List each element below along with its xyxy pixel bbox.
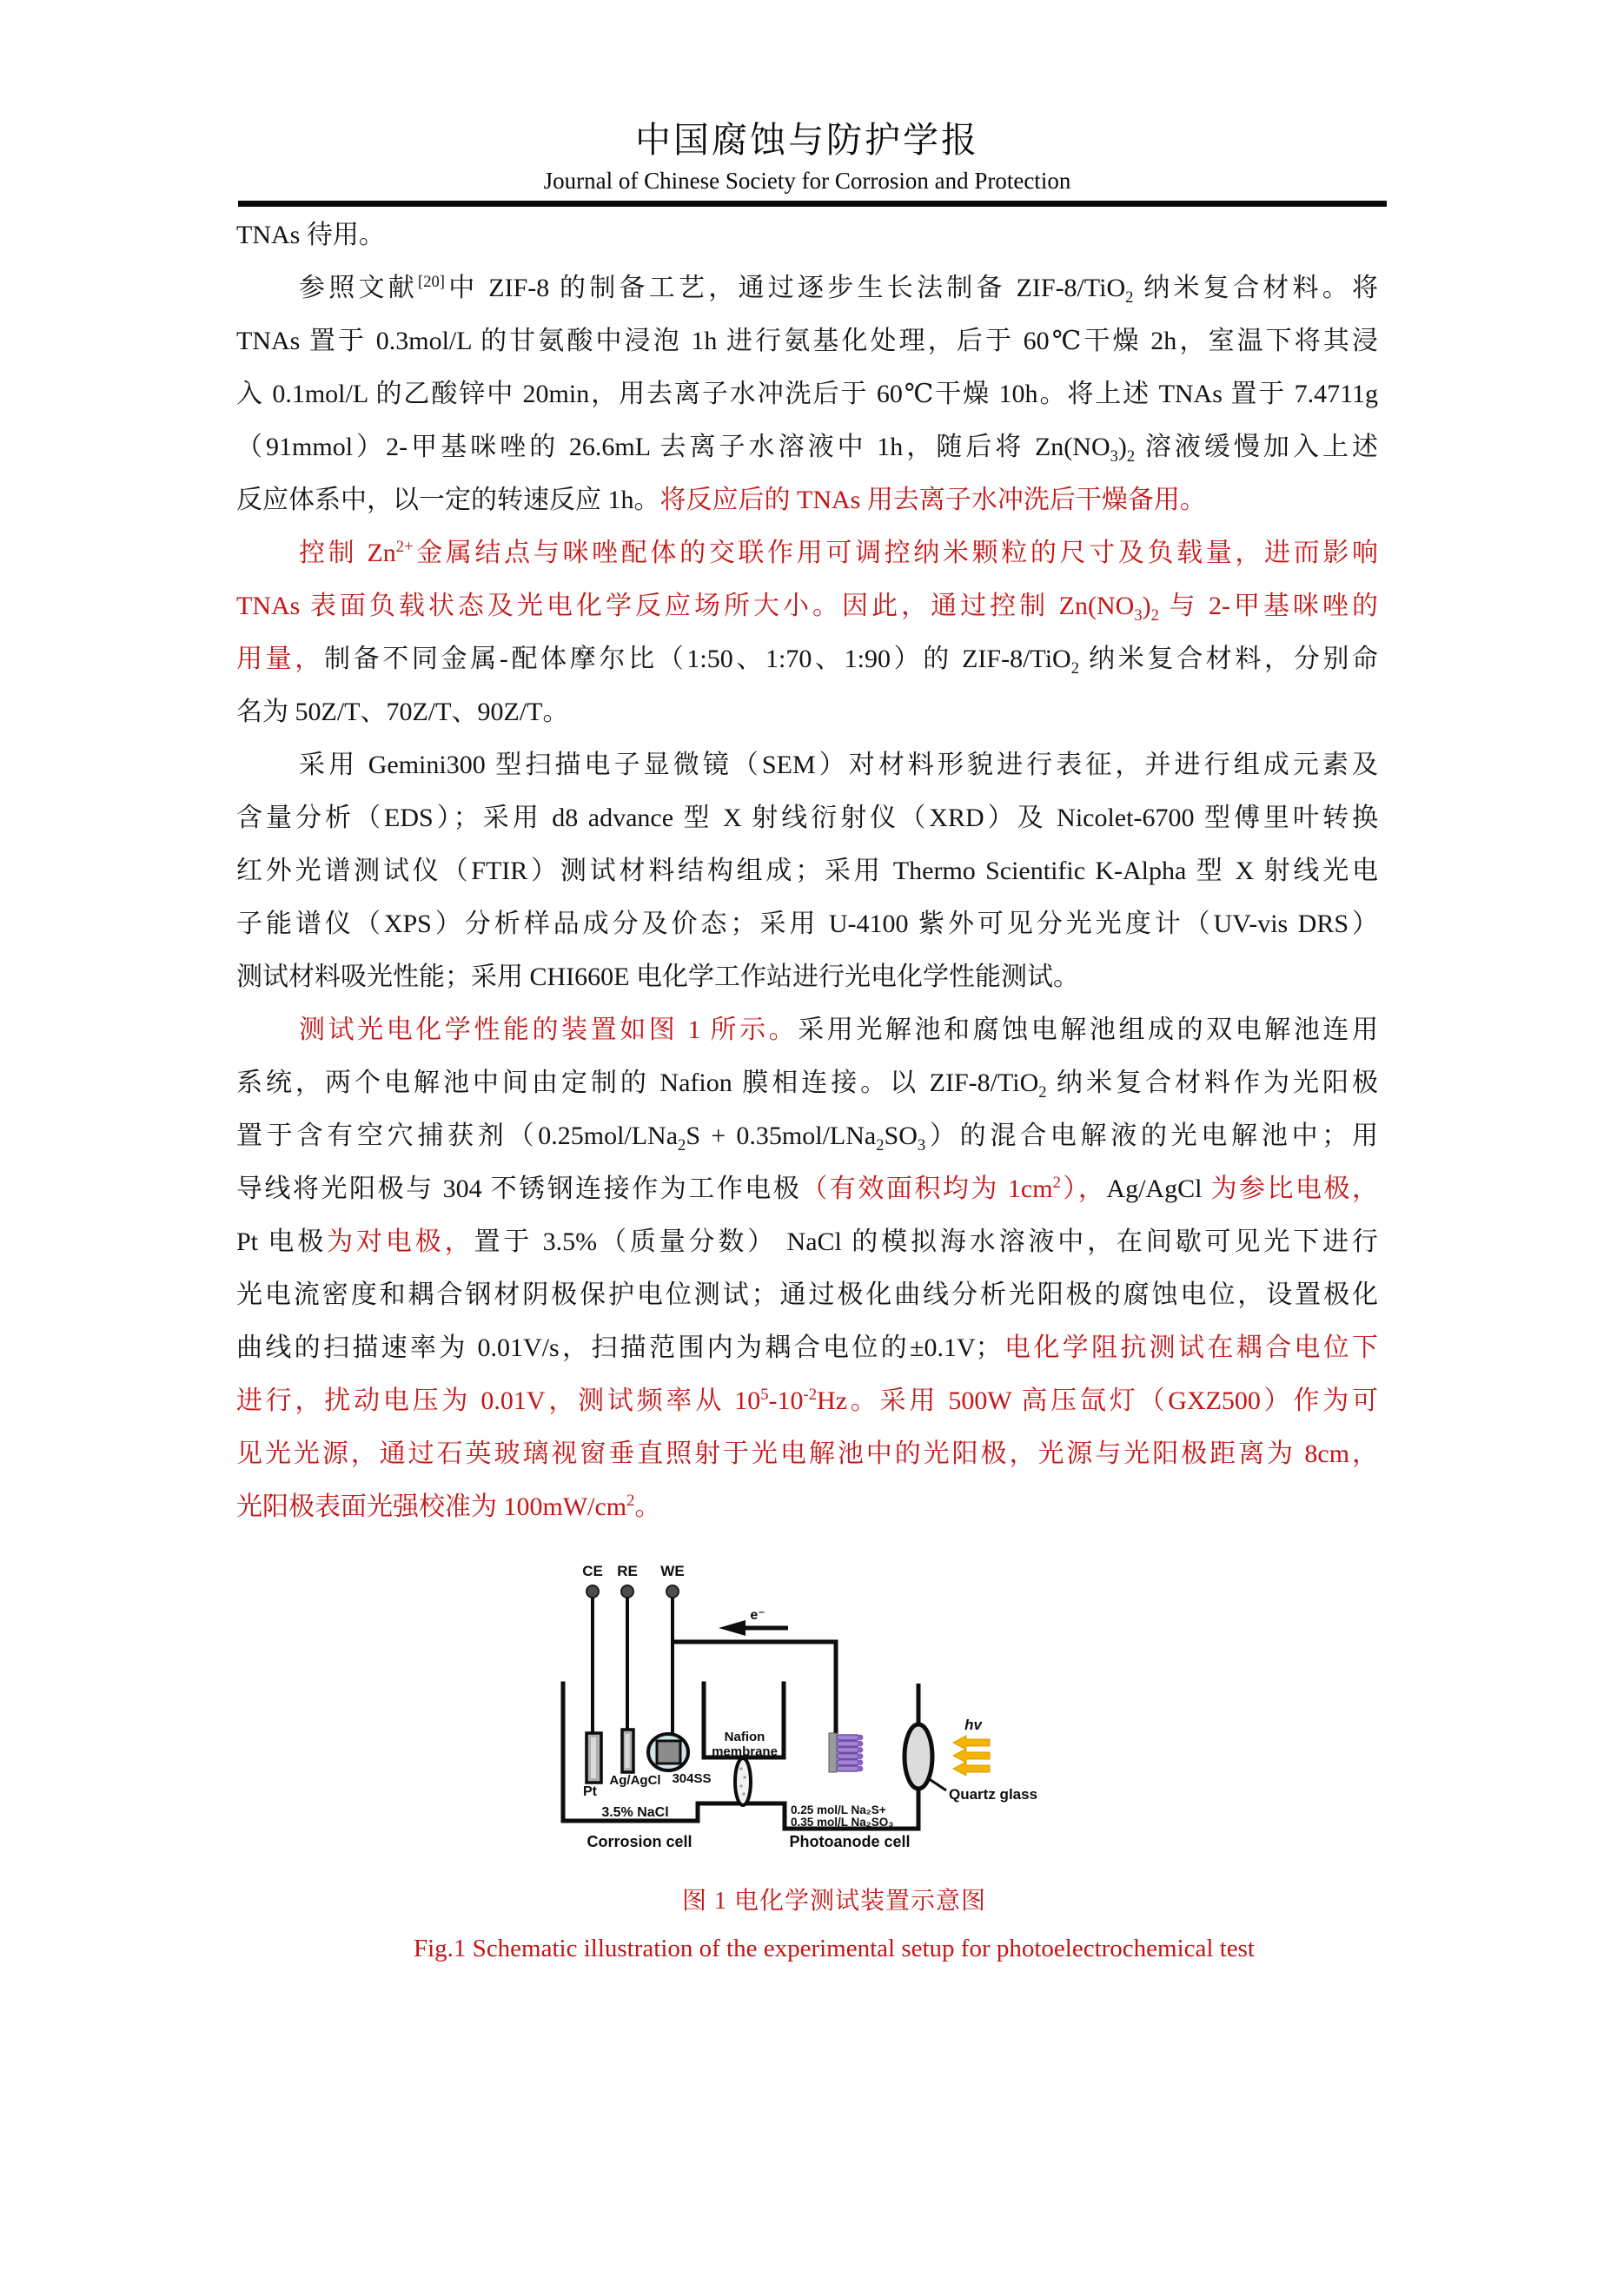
body-line bbox=[236, 1427, 1378, 1480]
body-text-segment: Pt 电极 bbox=[236, 1227, 328, 1256]
body-line bbox=[236, 950, 1378, 1003]
steel-label: 304SS bbox=[672, 1771, 712, 1786]
membrane-speckle bbox=[739, 1767, 742, 1770]
body-line bbox=[236, 791, 1378, 844]
body-line bbox=[236, 526, 1378, 579]
electron-arrow-head bbox=[719, 1620, 746, 1636]
quartz-pointer-line bbox=[928, 1778, 946, 1790]
body-text-segment: 入 0.1mol/L 的乙酸锌中 20min，用去离子水冲洗后于 60℃干燥 10h。将上述 TNAs 置于 7.4711g bbox=[236, 380, 1378, 408]
body-text-segment: 控制 Zn bbox=[299, 539, 396, 567]
body-line bbox=[236, 1374, 1378, 1427]
body-text-segment: 。 bbox=[634, 1492, 661, 1521]
body-line bbox=[236, 367, 1378, 420]
membrane-speckle bbox=[743, 1776, 746, 1778]
body-text-segment: 2 bbox=[1070, 659, 1079, 678]
body-line bbox=[236, 1321, 1378, 1374]
body-line bbox=[236, 1268, 1378, 1321]
body-text-segment: 3 bbox=[917, 1136, 926, 1155]
body-text-segment: 红外光谱测试仪（FTIR）测试材料结构组成；采用 Thermo Scientific K-Alpha 型 X 射线光电 bbox=[236, 857, 1378, 885]
photoanode-wire bbox=[673, 1642, 836, 1734]
body-text-segment: 2 bbox=[1150, 606, 1159, 625]
experimental-setup-diagram bbox=[487, 1542, 1112, 1863]
body-text-segment: （91mmol）2-甲基咪唑的 26.6mL 去离子水溶液中 1h，随后将 Zn(NO bbox=[236, 433, 1110, 461]
photo-solution-label-line1: 0.25 mol/L Na₂S+ bbox=[791, 1803, 886, 1816]
membrane-label-line1: Nafion bbox=[724, 1730, 765, 1744]
body-text-segment: TNAs 置于 0.3mol/L 的甘氨酸中浸泡 1h 进行氨基化处理，后于 60℃干燥 2h，室温下将其浸 bbox=[236, 327, 1378, 355]
body-text-segment: 溶液缓慢加入上述 bbox=[1135, 433, 1379, 461]
body-text-segment: 用量， bbox=[236, 645, 324, 673]
body-text-segment: 导线将光阳极与 304 不锈钢连接作为工作电极 bbox=[236, 1174, 802, 1203]
pt-label: Pt bbox=[583, 1784, 597, 1799]
body-text-segment: 2 bbox=[1125, 288, 1134, 307]
photoanode-cell-label: Photoanode cell bbox=[789, 1833, 911, 1850]
body-text-segment: 进行，扰动电压为 0.01V，测试频率从 10 bbox=[236, 1386, 761, 1415]
re-terminal-label: RE bbox=[617, 1563, 638, 1579]
body-text-segment: 2 bbox=[876, 1136, 885, 1155]
header-rule bbox=[238, 201, 1387, 207]
we-terminal-label: WE bbox=[660, 1563, 685, 1579]
membrane-speckle bbox=[742, 1792, 745, 1795]
membrane-label-line2: membrane bbox=[712, 1744, 778, 1759]
body-text-segment: Hz。采用 500W 高压氙灯（GXZ500）作为可 bbox=[817, 1386, 1378, 1415]
body-line bbox=[236, 1056, 1378, 1109]
body-line bbox=[236, 685, 1378, 738]
body-text-segment: 中 ZIF-8 的制备工艺，通过逐步生长法制备 ZIF-8/TiO bbox=[445, 274, 1126, 302]
body-text-segment: 2+ bbox=[395, 538, 414, 556]
agagcl-electrode-highlight bbox=[626, 1734, 630, 1768]
body-text-segment: [20] bbox=[418, 273, 445, 291]
body-line bbox=[236, 208, 1378, 261]
body-text-segment: 子能谱仪（XPS）分析样品成分及价态；采用 U-4100 紫外可见分光光度计（UV-vis DRS） bbox=[236, 910, 1378, 938]
body-text-segment: 采用光解池和腐蚀电解池组成的双电解池连用 bbox=[798, 1016, 1379, 1044]
body-text-segment: TNAs 待用。 bbox=[236, 221, 385, 249]
body-text-segment: 系统，两个电解池中间由定制的 Nafion 膜相连接。以 ZIF-8/TiO bbox=[236, 1069, 1039, 1097]
body-line bbox=[236, 579, 1378, 632]
body-text-segment: 置于 3.5%（质量分数） NaCl 的模拟海水溶液中，在间歇可见光下进行 bbox=[474, 1227, 1378, 1256]
body-text-segment: 3 bbox=[1110, 447, 1118, 466]
body-line bbox=[236, 1003, 1378, 1056]
body-text-segment: 纳米复合材料，分别命 bbox=[1079, 645, 1379, 673]
nafion-membrane bbox=[735, 1758, 751, 1805]
ce-terminal-label: CE bbox=[582, 1563, 603, 1579]
body-text-segment: ）， bbox=[1060, 1174, 1107, 1203]
body-text-segment: （有效面积均为 1cm bbox=[801, 1174, 1053, 1203]
body-text-segment: TNAs 表面负载状态及光电化学反应场所大小。因此，通过控制 Zn(NO bbox=[236, 592, 1135, 620]
body-line bbox=[236, 1162, 1378, 1215]
figure-caption-zh: 图 1 电化学测试装置示意图 bbox=[681, 1888, 986, 1915]
body-text-segment: 纳米复合材料作为光阳极 bbox=[1046, 1069, 1378, 1097]
body-text-segment: 见光光源，通过石英玻璃视窗垂直照射于光电解池中的光阳极，光源与光阳极距离为 8cm， bbox=[236, 1439, 1378, 1468]
body-line bbox=[236, 261, 1378, 314]
ce-terminal-dot bbox=[586, 1585, 599, 1598]
body-text-segment: 为参比电极， bbox=[1210, 1174, 1379, 1203]
body-text-segment: 电化学阻抗测试在耦合电位下 bbox=[1001, 1333, 1378, 1362]
corrosion-solution-label: 3.5% NaCl bbox=[601, 1805, 669, 1820]
body-text-segment: ）的混合电解液的光电解池中；用 bbox=[925, 1122, 1379, 1150]
body-text-segment: Ag/AgCl bbox=[1106, 1174, 1211, 1203]
body-text-segment: 2 bbox=[1126, 447, 1136, 466]
electron-label: e⁻ bbox=[750, 1608, 765, 1623]
light-arrows bbox=[953, 1736, 990, 1776]
body-text-segment: 置于含有空穴捕获剂（0.25mol/LNa bbox=[236, 1122, 679, 1150]
body-line bbox=[236, 1480, 1378, 1533]
body-line bbox=[236, 632, 1378, 685]
body-text-segment: ) bbox=[1117, 433, 1127, 461]
body-text-segment: 曲线的扫描速率为 0.01V/s，扫描范围内为耦合电位的±0.1V； bbox=[236, 1333, 1002, 1362]
body-text-segment: 与 2-甲基咪唑的 bbox=[1158, 592, 1378, 620]
body-text-segment: ) bbox=[1142, 592, 1151, 620]
body-line bbox=[236, 420, 1378, 473]
body-line bbox=[236, 1109, 1378, 1162]
body-text bbox=[236, 208, 1378, 1533]
corrosion-cell-label: Corrosion cell bbox=[586, 1833, 693, 1850]
we-terminal-dot bbox=[666, 1585, 679, 1598]
body-text-segment: -10 bbox=[768, 1386, 804, 1415]
body-text-segment: 名为 50Z/T、70Z/T、90Z/T。 bbox=[236, 698, 569, 726]
figure-1 bbox=[487, 1542, 1112, 1863]
body-text-segment: 金属结点与咪唑配体的交联作用可调控纳米颗粒的尺寸及负载量，进而影响 bbox=[413, 539, 1379, 567]
body-line bbox=[236, 314, 1378, 367]
body-text-segment: 测试材料吸光性能；采用 CHI660E 电化学工作站进行光电化学性能测试。 bbox=[236, 963, 1079, 991]
journal-title-zh: 中国腐蚀与防护学报 bbox=[635, 120, 979, 160]
body-text-segment: 2 bbox=[678, 1136, 686, 1155]
body-line bbox=[236, 473, 1378, 526]
light-label: hv bbox=[964, 1717, 982, 1733]
body-text-segment: 为对电极， bbox=[327, 1227, 474, 1256]
body-text-segment: 光阳极表面光强校准为 100mW/cm bbox=[236, 1492, 627, 1521]
body-text-segment: 含量分析（EDS）；采用 d8 advance 型 X 射线衍射仪（XRD）及 Nicolet-6700 型傅里叶转换 bbox=[236, 804, 1378, 832]
body-text-segment: 采用 Gemini300 型扫描电子显微镜（SEM）对材料形貌进行表征，并进行组成元素及 bbox=[299, 751, 1378, 779]
body-line bbox=[236, 844, 1378, 897]
body-text-segment: 2 bbox=[1052, 1174, 1061, 1192]
photoanode-nanotubes bbox=[837, 1735, 863, 1772]
body-text-segment: 将反应后的 TNAs 用去离子水冲洗后干燥备用。 bbox=[659, 486, 1206, 514]
body-text-segment: S + 0.35mol/LNa bbox=[686, 1122, 877, 1150]
photoanode-substrate bbox=[829, 1733, 837, 1772]
body-text-segment: 反应体系中，以一定的转速反应 1h。 bbox=[236, 486, 660, 514]
membrane-speckle bbox=[739, 1784, 742, 1787]
body-text-segment: SO bbox=[884, 1122, 918, 1150]
quartz-label: Quartz glass bbox=[949, 1786, 1038, 1803]
agagcl-label: Ag/AgCl bbox=[609, 1773, 661, 1788]
re-terminal-dot bbox=[621, 1585, 633, 1598]
body-line bbox=[236, 897, 1378, 950]
body-text-segment: 纳米复合材料。将 bbox=[1133, 274, 1378, 302]
body-line bbox=[236, 1215, 1378, 1268]
body-text-segment: 参照文献 bbox=[299, 274, 419, 302]
body-text-segment: 光电流密度和耦合钢材阴极保护电位测试；通过极化曲线分析光阳极的腐蚀电位，设置极化 bbox=[236, 1280, 1378, 1309]
body-line bbox=[236, 738, 1378, 791]
body-text-segment: 2 bbox=[1038, 1083, 1047, 1102]
body-text-segment: 5 bbox=[760, 1386, 769, 1404]
photo-solution-label-line2: 0.35 mol/L Na₂SO₃ bbox=[791, 1816, 894, 1829]
body-text-segment: 制备不同金属-配体摩尔比（1:50、1:70、1:90）的 ZIF-8/TiO bbox=[323, 645, 1071, 673]
body-text-segment: 2 bbox=[626, 1492, 635, 1510]
figure-caption-en: Fig.1 Schematic illustration of the experimental setup for photoelectrochemical test bbox=[414, 1935, 1255, 1962]
steel-sample bbox=[657, 1741, 680, 1763]
journal-title-en: Journal of Chinese Society for Corrosion and Protection bbox=[543, 168, 1071, 194]
body-text-segment: 3 bbox=[1134, 606, 1143, 625]
body-text-segment: 测试光电化学性能的装置如图 1 所示。 bbox=[299, 1016, 799, 1044]
body-text-segment: -2 bbox=[803, 1386, 818, 1404]
pt-electrode-highlight bbox=[591, 1737, 596, 1778]
